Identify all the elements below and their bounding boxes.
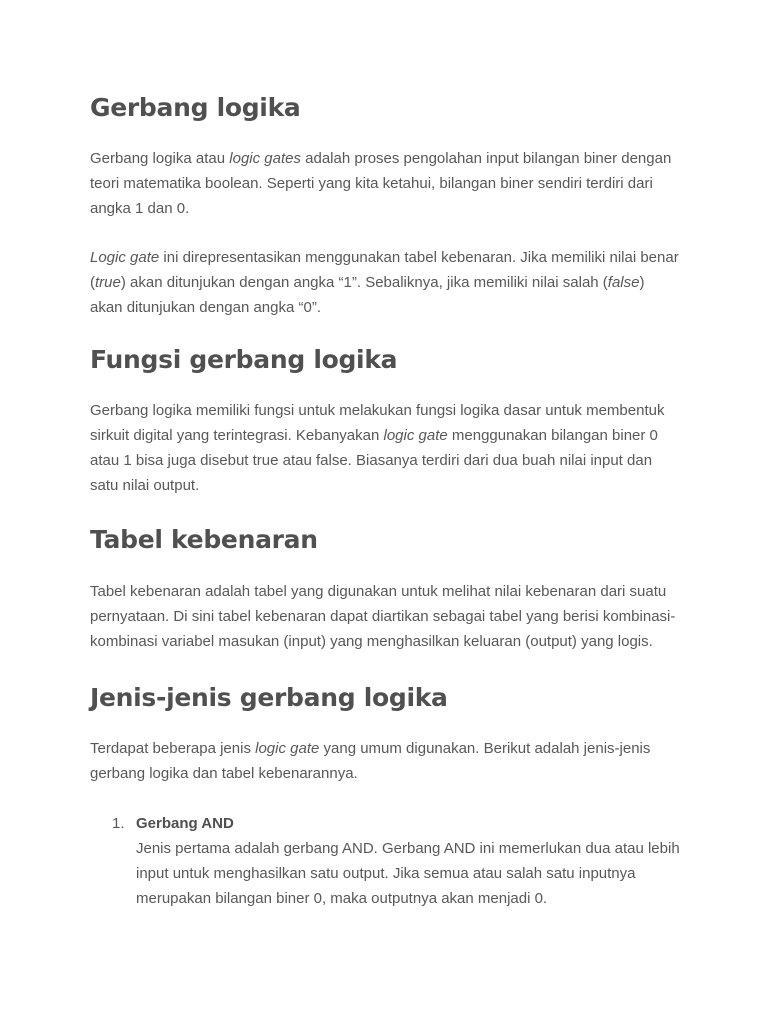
list-item-title: Gerbang AND — [136, 815, 234, 832]
heading-gerbang-logika: Gerbang logika — [90, 93, 301, 122]
text-run: ) akan ditunjukan dengan angka “1”. Sebaliknya, jika memiliki nilai salah ( — [120, 274, 608, 291]
paragraph-logic-gate-representation — [90, 245, 680, 320]
heading-tabel-kebenaran: Tabel kebenaran — [90, 525, 318, 554]
italic-term: Logic gate — [90, 249, 160, 266]
heading-jenis-gerbang-logika: Jenis-jenis gerbang logika — [90, 683, 448, 712]
gate-type-list — [90, 811, 680, 911]
paragraph-gerbang-intro — [90, 146, 680, 221]
list-item — [112, 811, 680, 911]
text-run: yang umum digunakan. Berikut adalah jenis-jenis gerbang logika dan tabel kebenarannya. — [90, 740, 651, 782]
text-run: Gerbang logika memiliki fungsi untuk melakukan fungsi logika dasar untuk membentuk sirkuit digital yang terintegrasi. Kebanyakan — [90, 402, 665, 444]
heading-fungsi-gerbang-logika: Fungsi gerbang logika — [90, 345, 398, 374]
list-item-text: Jenis pertama adalah gerbang AND. Gerbang AND ini memerlukan dua atau lebih input untuk menghasilkan satu output. Jika semua atau salah satu inputnya merupakan bilangan biner 0, maka outputnya akan menjadi 0. — [136, 840, 680, 907]
italic-term: logic gates — [229, 150, 301, 167]
paragraph-fungsi — [90, 398, 680, 498]
italic-term: true — [95, 274, 121, 291]
text-run: menggunakan bilangan biner 0 atau 1 bisa juga disebut true atau false. Biasanya terdiri dari dua buah nilai input dan satu nilai output. — [90, 427, 658, 494]
italic-term: logic gate — [255, 740, 320, 757]
italic-term: logic gate — [383, 427, 448, 444]
paragraph-tabel-kebenaran: Tabel kebenaran adalah tabel yang digunakan untuk melihat nilai kebenaran dari suatu pernyataan. Di sini tabel kebenaran dapat diartikan sebagai tabel yang berisi kombinasi-kombinasi variabel masukan (input) yang menghasilkan keluaran (output) yang logis. — [90, 583, 676, 650]
text-run: ini direpresentasikan menggunakan tabel kebenaran. Jika memiliki nilai benar ( — [90, 249, 679, 291]
paragraph-jenis-intro — [90, 736, 680, 786]
text-run: Gerbang logika atau — [90, 150, 230, 167]
text-run: adalah proses pengolahan input bilangan biner dengan teori matematika boolean. Seperti yang kita ketahui, bilangan biner sendiri terdiri dari angka 1 dan 0. — [90, 150, 672, 217]
list-item-number: 1. — [112, 815, 125, 832]
italic-term: false — [607, 274, 640, 291]
text-run: ) akan ditunjukan dengan angka “0”. — [90, 274, 645, 316]
text-run: Terdapat beberapa jenis — [90, 740, 256, 757]
